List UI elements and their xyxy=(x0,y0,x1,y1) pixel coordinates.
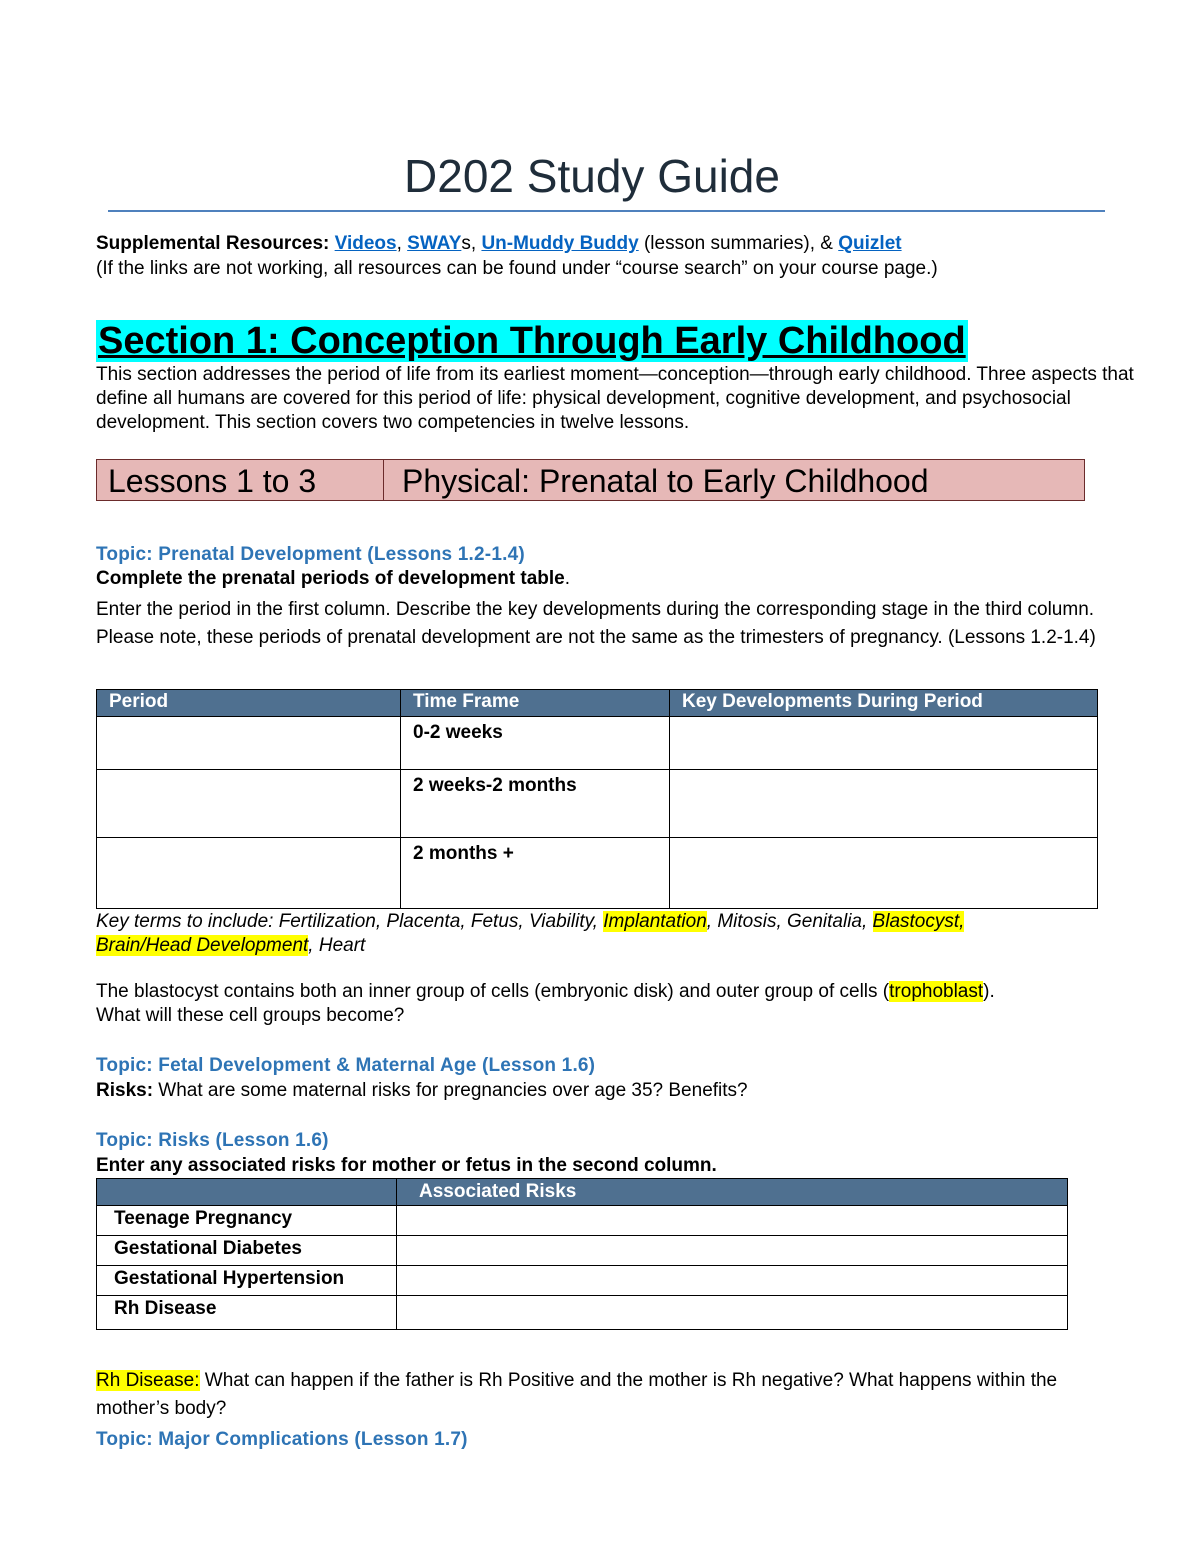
sep: s, xyxy=(461,233,482,254)
topic-prenatal: Topic: Prenatal Development (Lessons 1.2-1.4) xyxy=(96,544,525,565)
highlight-brain-head: Brain/Head Development xyxy=(96,935,309,956)
highlight-blastocyst: Blastocyst, xyxy=(872,911,965,932)
instruction-end: . xyxy=(564,568,571,589)
highlight-rh-disease: Rh Disease: xyxy=(96,1370,200,1391)
condition-cell: Gestational Diabetes xyxy=(97,1236,397,1266)
time-frame-cell: 0-2 weeks xyxy=(401,717,670,770)
period-cell[interactable] xyxy=(97,838,401,909)
prenatal-periods-table xyxy=(96,689,1098,909)
table-row xyxy=(97,838,1098,909)
period-cell[interactable] xyxy=(97,770,401,838)
table-row xyxy=(97,717,1098,770)
risks-cell[interactable] xyxy=(397,1266,1068,1296)
table-row xyxy=(97,1296,1068,1330)
table-row xyxy=(97,1206,1068,1236)
risks-cell[interactable] xyxy=(397,1296,1068,1330)
section-intro: This section addresses the period of life from its earliest moment—conception—through early childhood. Three aspects that define all humans are covered for this period of life: physical development, cognitive development, and psychosocial development. This section covers two competencies in twelve lessons. xyxy=(96,364,1134,433)
un-muddy-buddy-link[interactable]: Un-Muddy Buddy xyxy=(481,233,639,254)
key-terms-text: , Heart xyxy=(308,935,366,956)
rh-disease-question xyxy=(96,1367,1106,1423)
risks-question-text: What are some maternal risks for pregnancies over age 35? Benefits? xyxy=(153,1080,748,1101)
condition-cell: Teenage Pregnancy xyxy=(97,1206,397,1236)
risks-instruction: Enter any associated risks for mother or fetus in the second column. xyxy=(96,1155,717,1176)
condition-cell: Rh Disease xyxy=(97,1296,397,1330)
highlight-trophoblast: trophoblast xyxy=(889,981,984,1002)
rh-question-text: What can happen if the father is Rh Positive and the mother is Rh negative? What happens within the mother’s body? xyxy=(96,1370,1058,1419)
table-row xyxy=(97,1266,1068,1296)
blastocyst-question xyxy=(96,980,1156,1028)
lessons-title: Physical: Prenatal to Early Childhood xyxy=(402,463,929,499)
supplemental-label: Supplemental Resources: xyxy=(96,233,330,254)
sep: , xyxy=(396,233,408,254)
fetal-risks-question xyxy=(96,1079,748,1103)
table-header-row xyxy=(97,1179,1068,1206)
key-dev-cell[interactable] xyxy=(670,717,1098,770)
page-title: D202 Study Guide xyxy=(404,150,780,202)
blastocyst-question-text: What will these cell groups become? xyxy=(96,1005,405,1026)
risks-cell[interactable] xyxy=(397,1206,1068,1236)
topic-major-complications: Topic: Major Complications (Lesson 1.7) xyxy=(96,1429,468,1450)
key-dev-cell[interactable] xyxy=(670,838,1098,909)
risks-cell[interactable] xyxy=(397,1236,1068,1266)
videos-link[interactable]: Videos xyxy=(334,233,397,254)
col-associated-risks: Associated Risks xyxy=(397,1179,1068,1206)
highlight-implantation: Implantation xyxy=(603,911,707,932)
section-heading-text: Section 1: Conception Through Early Childhood xyxy=(98,320,966,362)
table-row xyxy=(97,770,1098,838)
period-cell[interactable] xyxy=(97,717,401,770)
supplemental-resources xyxy=(96,232,1096,256)
topic-fetal-development: Topic: Fetal Development & Maternal Age (Lesson 1.6) xyxy=(96,1055,596,1076)
instruction-text: Complete the prenatal periods of development table xyxy=(96,568,565,589)
col-period: Period xyxy=(97,690,401,717)
key-terms xyxy=(96,910,1106,958)
col-time-frame: Time Frame xyxy=(401,690,670,717)
prenatal-instruction xyxy=(96,567,570,591)
key-dev-cell[interactable] xyxy=(670,770,1098,838)
key-terms-text: Key terms to include: Fertilization, Placenta, Fetus, Viability, xyxy=(96,911,604,932)
time-frame-cell: 2 months + xyxy=(401,838,670,909)
prenatal-description: Enter the period in the first column. Describe the key developments during the corresponding stage in the third column. Please note, these periods of prenatal development are not the same as the trimesters of pregnancy. (Lessons 1.2-1.4) xyxy=(96,599,1096,648)
lessons-range: Lessons 1 to 3 xyxy=(97,460,384,500)
lessons-banner xyxy=(96,459,1085,501)
quizlet-link[interactable]: Quizlet xyxy=(838,233,902,254)
links-note: (If the links are not working, all resources can be found under “course search” on your course page.) xyxy=(96,258,938,279)
table-row xyxy=(97,1236,1068,1266)
condition-cell: Gestational Hypertension xyxy=(97,1266,397,1296)
table-header-row xyxy=(97,690,1098,717)
key-terms-text: , Mitosis, Genitalia, xyxy=(706,911,873,932)
sep: (lesson summaries), & xyxy=(638,233,839,254)
sway-link[interactable]: SWAY xyxy=(407,233,462,254)
section-heading xyxy=(96,318,968,364)
risks-table xyxy=(96,1178,1068,1330)
risks-label: Risks: xyxy=(96,1080,154,1101)
blastocyst-text: The blastocyst contains both an inner group of cells (embryonic disk) and outer group of cells ( xyxy=(96,981,890,1002)
topic-risks: Topic: Risks (Lesson 1.6) xyxy=(96,1130,329,1151)
blastocyst-text: ). xyxy=(983,981,995,1002)
col-condition xyxy=(97,1179,397,1206)
title-divider xyxy=(108,210,1105,212)
time-frame-cell: 2 weeks-2 months xyxy=(401,770,670,838)
col-key-developments: Key Developments During Period xyxy=(670,690,1098,717)
